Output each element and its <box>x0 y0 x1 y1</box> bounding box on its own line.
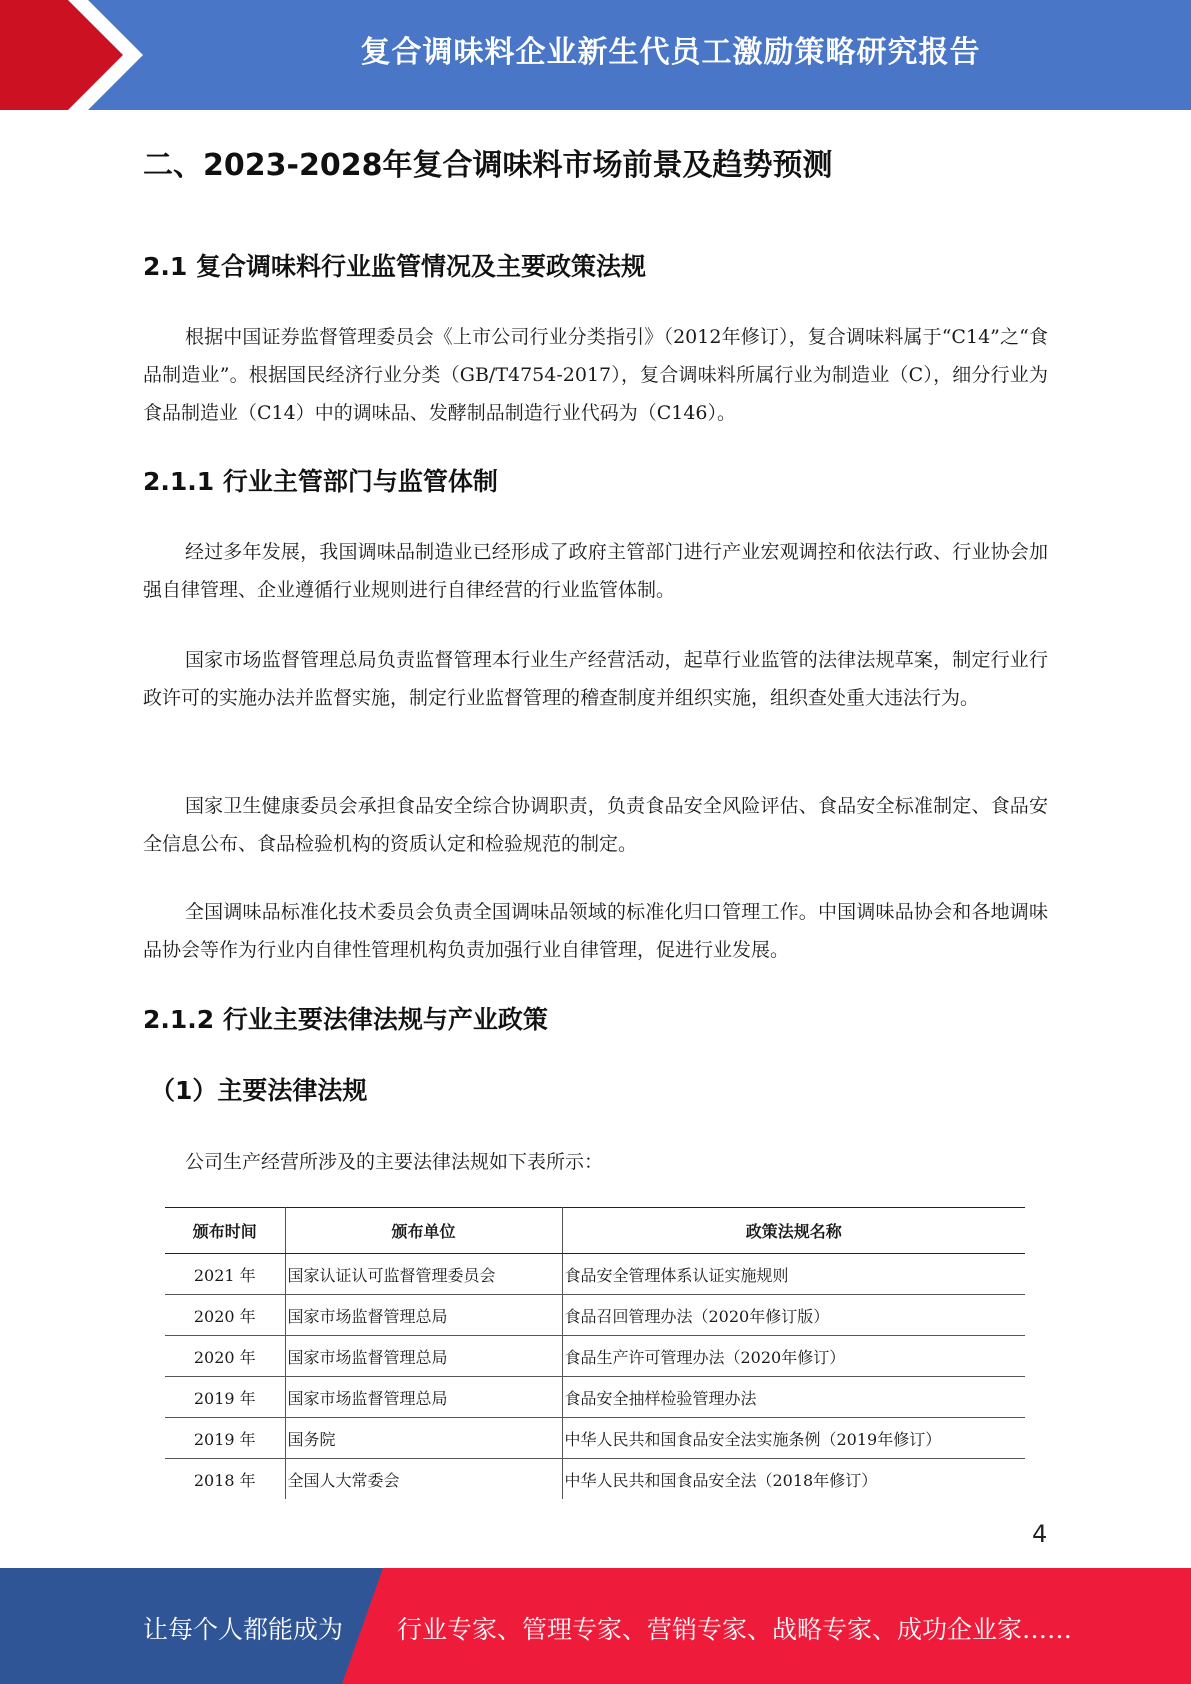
table-cell-year: 2020 年 <box>165 1295 285 1336</box>
subsection-heading-laws: （1）主要法律法规 <box>150 1076 368 1105</box>
table-cell-policy: 食品召回管理办法（2020年修订版） <box>562 1295 1025 1336</box>
table-cell-policy: 食品生产许可管理办法（2020年修订） <box>562 1336 1025 1377</box>
page-header <box>0 0 1191 110</box>
section-heading-2-1: 2.1 复合调味料行业监管情况及主要政策法规 <box>143 252 646 281</box>
paragraph-health-commission: 国家卫生健康委员会承担食品安全综合协调职责，负责食品安全风险评估、食品安全标准制定、食品安全信息公布、食品检验机构的资质认定和检验规范的制定。 <box>143 795 1048 855</box>
table-row <box>165 1418 1025 1459</box>
paragraph-standardization: 全国调味品标准化技术委员会负责全国调味品领域的标准化归口管理工作。中国调味品协会和各地调味品协会等作为行业内自律性管理机构负责加强行业自律管理，促进行业发展。 <box>143 901 1048 961</box>
column-header: 颁布单位 <box>285 1208 562 1254</box>
table-header-row <box>165 1208 1025 1254</box>
chapter-title: 二、2023-2028年复合调味料市场前景及趋势预测 <box>143 148 833 183</box>
page-number: 4 <box>1032 1520 1048 1548</box>
column-header: 政策法规名称 <box>562 1208 1025 1254</box>
table-cell-issuer: 国家市场监督管理总局 <box>285 1295 562 1336</box>
table-row <box>165 1336 1025 1377</box>
table-cell-issuer: 国家认证认可监督管理委员会 <box>285 1254 562 1295</box>
table-cell-year: 2019 年 <box>165 1377 285 1418</box>
paragraph-classification: 根据中国证券监督管理委员会《上市公司行业分类指引》（2012年修订），复合调味料属于“C14”之“食品制造业”。根据国民经济行业分类（GB/T4754-2017），复合调味料所属行业为制造业（C），细分行业为食品制造业（C14）中的调味品、发酵制品制造行业代码为（C146）。 <box>143 326 1048 424</box>
footer-slogan-right: 行业专家、管理专家、营销专家、战略专家、成功企业家…… <box>397 1615 1073 1644</box>
footer-slogan-left: 让每个人都能成为 <box>143 1615 344 1644</box>
table-row <box>165 1295 1025 1336</box>
paragraph-table-intro: 公司生产经营所涉及的主要法律法规如下表所示： <box>185 1151 604 1173</box>
section-heading-2-1-2: 2.1.2 行业主要法律法规与产业政策 <box>143 1005 548 1034</box>
table-cell-issuer: 国家市场监督管理总局 <box>285 1377 562 1418</box>
column-header: 颁布时间 <box>165 1208 285 1254</box>
table-cell-year: 2019 年 <box>165 1418 285 1459</box>
table-cell-year: 2020 年 <box>165 1336 285 1377</box>
page-footer <box>0 1568 1191 1684</box>
section-heading-2-1-1: 2.1.1 行业主管部门与监管体制 <box>143 467 498 496</box>
table-cell-year: 2021 年 <box>165 1254 285 1295</box>
table-row <box>165 1459 1025 1500</box>
paragraph-market-regulation: 国家市场监督管理总局负责监督管理本行业生产经营活动，起草行业监管的法律法规草案，制定行业行政许可的实施办法并监督实施，制定行业监督管理的稽查制度并组织实施，组织查处重大违法行为。 <box>143 649 1048 709</box>
table-cell-policy: 中华人民共和国食品安全法实施条例（2019年修订） <box>562 1418 1025 1459</box>
table-row <box>165 1377 1025 1418</box>
header-chevron-decoration <box>0 0 150 110</box>
header-title: 复合调味料企业新生代员工激励策略研究报告 <box>360 35 981 70</box>
table-cell-issuer: 国务院 <box>285 1418 562 1459</box>
paragraph-regulatory-system: 经过多年发展，我国调味品制造业已经形成了政府主管部门进行产业宏观调控和依法行政、行业协会加强自律管理、企业遵循行业规则进行自律经营的行业监管体制。 <box>143 541 1048 601</box>
table-cell-issuer: 国家市场监督管理总局 <box>285 1336 562 1377</box>
table-cell-issuer: 全国人大常委会 <box>285 1459 562 1500</box>
table-row <box>165 1254 1025 1295</box>
table-cell-policy: 食品安全抽样检验管理办法 <box>562 1377 1025 1418</box>
table-cell-year: 2018 年 <box>165 1459 285 1500</box>
table-cell-policy: 食品安全管理体系认证实施规则 <box>562 1254 1025 1295</box>
table-cell-policy: 中华人民共和国食品安全法（2018年修订） <box>564 1470 878 1490</box>
laws-table <box>165 1207 1025 1499</box>
